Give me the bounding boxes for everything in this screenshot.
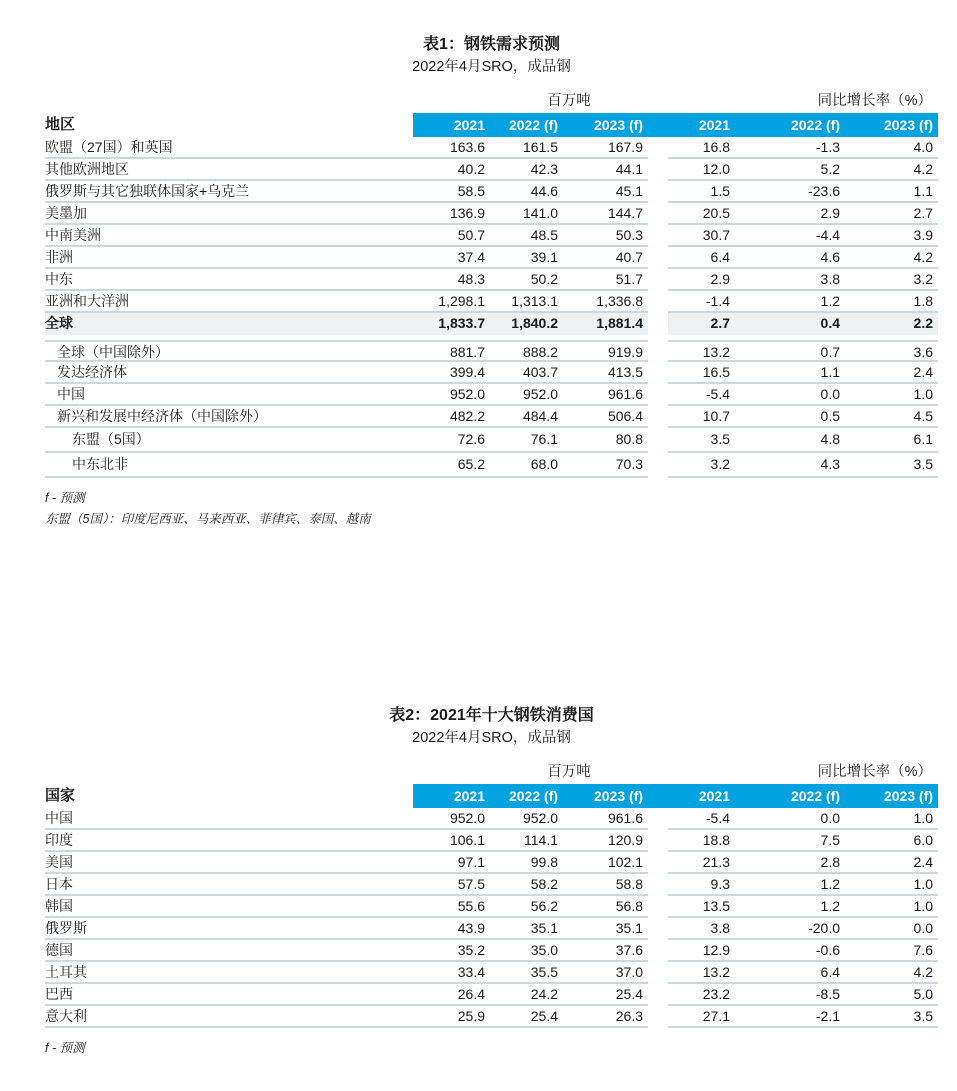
value-cell: 0.0 — [735, 384, 845, 406]
value-cell: 6.0 — [845, 830, 938, 852]
table-row — [45, 137, 938, 159]
value-cell: 0.4 — [735, 313, 845, 335]
table-row — [45, 962, 938, 984]
value-cell: 1.0 — [845, 874, 938, 896]
table2-unit-yoy-growth: 同比增长率（%） — [817, 764, 932, 780]
column-gap — [648, 852, 668, 874]
value-cell: 2.4 — [845, 362, 938, 384]
column-gap — [648, 453, 668, 478]
value-cell: 55.6 — [413, 896, 490, 918]
value-cell: 97.1 — [413, 852, 490, 874]
value-cell: 20.5 — [668, 203, 735, 225]
value-cell: 6.4 — [668, 247, 735, 269]
value-cell: 50.3 — [563, 225, 648, 247]
value-cell: 40.7 — [563, 247, 648, 269]
value-cell: 37.4 — [413, 247, 490, 269]
year-column-header: 2023 (f) — [563, 113, 648, 137]
value-cell: -0.6 — [735, 940, 845, 962]
row-label: 印度 — [45, 830, 413, 852]
value-cell: 3.5 — [845, 1006, 938, 1028]
value-cell: 42.3 — [490, 159, 563, 181]
value-cell: 26.3 — [563, 1006, 648, 1028]
value-cell: 35.1 — [490, 918, 563, 940]
column-gap — [648, 384, 668, 406]
value-cell: 167.9 — [563, 137, 648, 159]
table1-row-header: 地区 — [45, 113, 413, 137]
value-cell: 7.5 — [735, 830, 845, 852]
value-cell: 1.2 — [735, 874, 845, 896]
value-cell: 484.4 — [490, 406, 563, 428]
table1-body-breakdown — [45, 340, 938, 478]
column-gap — [648, 896, 668, 918]
column-gap — [648, 159, 668, 181]
value-cell: 961.6 — [563, 384, 648, 406]
value-cell: 3.2 — [668, 453, 735, 478]
table-row — [45, 874, 938, 896]
table-row — [45, 896, 938, 918]
table-row — [45, 203, 938, 225]
header-column-gap — [648, 784, 668, 808]
year-column-header: 2023 (f) — [845, 784, 938, 808]
row-label: 中东北非 — [45, 453, 413, 478]
value-cell: 506.4 — [563, 406, 648, 428]
value-cell: 2.7 — [845, 203, 938, 225]
row-label: 中国 — [45, 384, 413, 406]
value-cell: 2.9 — [668, 269, 735, 291]
value-cell: 3.8 — [735, 269, 845, 291]
value-cell: -1.3 — [735, 137, 845, 159]
table-row — [45, 159, 938, 181]
value-cell: 72.6 — [413, 428, 490, 453]
table-row — [45, 406, 938, 428]
value-cell: 5.0 — [845, 984, 938, 1006]
value-cell: 136.9 — [413, 203, 490, 225]
value-cell: 919.9 — [563, 340, 648, 362]
column-gap — [648, 940, 668, 962]
value-cell: 1,840.2 — [490, 313, 563, 335]
year-column-header: 2022 (f) — [735, 113, 845, 137]
value-cell: 952.0 — [413, 384, 490, 406]
value-cell: 4.2 — [845, 247, 938, 269]
value-cell: 50.7 — [413, 225, 490, 247]
table1-title: 表1：钢铁需求预测 — [423, 36, 560, 53]
table2-subtitle: 2022年4月SRO，成品钢 — [412, 730, 571, 746]
value-cell: -8.5 — [735, 984, 845, 1006]
value-cell: 4.8 — [735, 428, 845, 453]
table-row — [45, 313, 938, 335]
table1-unit-yoy-growth: 同比增长率（%） — [817, 93, 932, 109]
value-cell: 1.8 — [845, 291, 938, 313]
value-cell: -20.0 — [735, 918, 845, 940]
value-cell: -5.4 — [668, 384, 735, 406]
column-gap — [648, 362, 668, 384]
value-cell: 68.0 — [490, 453, 563, 478]
value-cell: 0.7 — [735, 340, 845, 362]
row-label: 美国 — [45, 852, 413, 874]
value-cell: 1,881.4 — [563, 313, 648, 335]
row-label: 土耳其 — [45, 962, 413, 984]
value-cell: 39.1 — [490, 247, 563, 269]
column-gap — [648, 874, 668, 896]
value-cell: 403.7 — [490, 362, 563, 384]
value-cell: 1,336.8 — [563, 291, 648, 313]
value-cell: 2.4 — [845, 852, 938, 874]
value-cell: 24.2 — [490, 984, 563, 1006]
value-cell: 6.4 — [735, 962, 845, 984]
value-cell: 80.8 — [563, 428, 648, 453]
value-cell: 114.1 — [490, 830, 563, 852]
value-cell: 35.5 — [490, 962, 563, 984]
row-label: 俄罗斯 — [45, 918, 413, 940]
value-cell: 413.5 — [563, 362, 648, 384]
value-cell: 35.0 — [490, 940, 563, 962]
table1-block — [45, 0, 938, 530]
value-cell: 76.1 — [490, 428, 563, 453]
value-cell: 2.9 — [735, 203, 845, 225]
value-cell: 3.9 — [845, 225, 938, 247]
table2-block — [45, 705, 938, 1059]
table2-footnotes — [45, 1038, 938, 1059]
year-column-header: 2021 — [413, 784, 490, 808]
value-cell: 35.2 — [413, 940, 490, 962]
table-row — [45, 291, 938, 313]
column-gap — [648, 984, 668, 1006]
footnote-forecast: f - 预测 — [45, 1041, 85, 1055]
value-cell: 44.6 — [490, 181, 563, 203]
row-label: 俄罗斯与其它独联体国家+乌克兰 — [45, 181, 413, 203]
table2-title: 表2：2021年十大钢铁消费国 — [389, 707, 594, 724]
value-cell: 16.8 — [668, 137, 735, 159]
table1-header-row — [45, 113, 938, 137]
value-cell: -1.4 — [668, 291, 735, 313]
table-row — [45, 830, 938, 852]
column-gap — [648, 181, 668, 203]
table-row — [45, 918, 938, 940]
value-cell: 30.7 — [668, 225, 735, 247]
value-cell: 44.1 — [563, 159, 648, 181]
value-cell: 56.8 — [563, 896, 648, 918]
value-cell: 952.0 — [490, 384, 563, 406]
table-row — [45, 362, 938, 384]
value-cell: 106.1 — [413, 830, 490, 852]
year-column-header: 2023 (f) — [845, 113, 938, 137]
value-cell: 25.4 — [490, 1006, 563, 1028]
row-label: 意大利 — [45, 1006, 413, 1028]
value-cell: 1.2 — [735, 896, 845, 918]
value-cell: 1.1 — [735, 362, 845, 384]
page-content — [45, 0, 938, 1059]
value-cell: 9.3 — [668, 874, 735, 896]
table-row — [45, 808, 938, 830]
row-label: 巴西 — [45, 984, 413, 1006]
column-gap — [648, 313, 668, 335]
row-label: 全球 — [45, 313, 413, 335]
value-cell: 27.1 — [668, 1006, 735, 1028]
column-gap — [648, 428, 668, 453]
row-label: 韩国 — [45, 896, 413, 918]
value-cell: -4.4 — [735, 225, 845, 247]
value-cell: 12.0 — [668, 159, 735, 181]
column-gap — [648, 962, 668, 984]
value-cell: 51.7 — [563, 269, 648, 291]
column-gap — [648, 808, 668, 830]
value-cell: 10.7 — [668, 406, 735, 428]
value-cell: 961.6 — [563, 808, 648, 830]
value-cell: 7.6 — [845, 940, 938, 962]
year-column-header: 2021 — [413, 113, 490, 137]
column-gap — [648, 247, 668, 269]
value-cell: 4.2 — [845, 962, 938, 984]
row-label: 中东 — [45, 269, 413, 291]
value-cell: 25.4 — [563, 984, 648, 1006]
value-cell: 2.2 — [845, 313, 938, 335]
value-cell: 58.2 — [490, 874, 563, 896]
row-label: 发达经济体 — [45, 362, 413, 384]
value-cell: 48.3 — [413, 269, 490, 291]
value-cell: 952.0 — [490, 808, 563, 830]
value-cell: 163.6 — [413, 137, 490, 159]
value-cell: 37.0 — [563, 962, 648, 984]
value-cell: 2.7 — [668, 313, 735, 335]
value-cell: 25.9 — [413, 1006, 490, 1028]
value-cell: 4.0 — [845, 137, 938, 159]
table2-body — [45, 808, 938, 1028]
value-cell: 70.3 — [563, 453, 648, 478]
value-cell: 1.0 — [845, 384, 938, 406]
value-cell: 482.2 — [413, 406, 490, 428]
value-cell: 1.2 — [735, 291, 845, 313]
table-row — [45, 384, 938, 406]
row-label: 中南美洲 — [45, 225, 413, 247]
value-cell: 56.2 — [490, 896, 563, 918]
value-cell: 12.9 — [668, 940, 735, 962]
value-cell: 1,833.7 — [413, 313, 490, 335]
value-cell: 45.1 — [563, 181, 648, 203]
column-gap — [648, 137, 668, 159]
value-cell: 37.6 — [563, 940, 648, 962]
value-cell: 952.0 — [413, 808, 490, 830]
column-gap — [648, 225, 668, 247]
column-gap — [648, 291, 668, 313]
value-cell: 4.5 — [845, 406, 938, 428]
row-label: 非洲 — [45, 247, 413, 269]
table-row — [45, 984, 938, 1006]
value-cell: 1,313.1 — [490, 291, 563, 313]
row-label: 德国 — [45, 940, 413, 962]
value-cell: 144.7 — [563, 203, 648, 225]
table-row — [45, 247, 938, 269]
value-cell: 1.5 — [668, 181, 735, 203]
year-column-header: 2022 (f) — [490, 784, 563, 808]
table1-subtitle: 2022年4月SRO，成品钢 — [412, 59, 571, 75]
value-cell: 0.0 — [735, 808, 845, 830]
table-row — [45, 269, 938, 291]
value-cell: 21.3 — [668, 852, 735, 874]
value-cell: 35.1 — [563, 918, 648, 940]
row-label: 美墨加 — [45, 203, 413, 225]
value-cell: 99.8 — [490, 852, 563, 874]
year-column-header: 2022 (f) — [735, 784, 845, 808]
value-cell: 65.2 — [413, 453, 490, 478]
value-cell: 23.2 — [668, 984, 735, 1006]
value-cell: 3.5 — [668, 428, 735, 453]
table2-header-row — [45, 784, 938, 808]
table-row — [45, 428, 938, 453]
value-cell: 4.2 — [845, 159, 938, 181]
table-row — [45, 340, 938, 362]
table2-unit-row — [45, 762, 938, 782]
table-row — [45, 1006, 938, 1028]
value-cell: 50.2 — [490, 269, 563, 291]
row-label: 东盟（5国） — [45, 428, 413, 453]
year-column-header: 2022 (f) — [490, 113, 563, 137]
value-cell: 161.5 — [490, 137, 563, 159]
value-cell: 58.8 — [563, 874, 648, 896]
value-cell: 13.5 — [668, 896, 735, 918]
table-row — [45, 225, 938, 247]
row-label: 其他欧洲地区 — [45, 159, 413, 181]
table2-row-header: 国家 — [45, 784, 413, 808]
table-row — [45, 940, 938, 962]
row-label: 全球（中国除外） — [45, 340, 413, 362]
value-cell: 399.4 — [413, 362, 490, 384]
value-cell: 33.4 — [413, 962, 490, 984]
column-gap — [648, 830, 668, 852]
value-cell: 120.9 — [563, 830, 648, 852]
value-cell: 48.5 — [490, 225, 563, 247]
header-column-gap — [648, 113, 668, 137]
row-label: 欧盟（27国）和英国 — [45, 137, 413, 159]
table-row — [45, 181, 938, 203]
row-label: 日本 — [45, 874, 413, 896]
value-cell: 3.8 — [668, 918, 735, 940]
value-cell: 5.2 — [735, 159, 845, 181]
column-gap — [648, 203, 668, 225]
year-column-header: 2021 — [668, 784, 735, 808]
value-cell: 1,298.1 — [413, 291, 490, 313]
year-column-header: 2021 — [668, 113, 735, 137]
column-gap — [648, 918, 668, 940]
value-cell: 3.6 — [845, 340, 938, 362]
value-cell: 13.2 — [668, 962, 735, 984]
column-gap — [648, 340, 668, 362]
value-cell: -23.6 — [735, 181, 845, 203]
value-cell: 2.8 — [735, 852, 845, 874]
value-cell: 58.5 — [413, 181, 490, 203]
value-cell: 102.1 — [563, 852, 648, 874]
value-cell: 43.9 — [413, 918, 490, 940]
footnote-forecast: f - 预测 — [45, 491, 85, 505]
footnote-asean: 东盟（5国）：印度尼西亚、马来西亚、菲律宾、泰国、越南 — [45, 512, 371, 526]
value-cell: 4.3 — [735, 453, 845, 478]
row-label: 亚洲和大洋洲 — [45, 291, 413, 313]
value-cell: 141.0 — [490, 203, 563, 225]
value-cell: 26.4 — [413, 984, 490, 1006]
value-cell: 1.0 — [845, 808, 938, 830]
value-cell: 3.2 — [845, 269, 938, 291]
value-cell: 0.5 — [735, 406, 845, 428]
value-cell: 3.5 — [845, 453, 938, 478]
value-cell: 6.1 — [845, 428, 938, 453]
value-cell: 40.2 — [413, 159, 490, 181]
value-cell: 881.7 — [413, 340, 490, 362]
table2-unit-million-tonnes: 百万吨 — [547, 764, 591, 780]
value-cell: 57.5 — [413, 874, 490, 896]
value-cell: 0.0 — [845, 918, 938, 940]
year-column-header: 2023 (f) — [563, 784, 648, 808]
column-gap — [648, 1006, 668, 1028]
table1-unit-row — [45, 91, 938, 111]
value-cell: 16.5 — [668, 362, 735, 384]
value-cell: -2.1 — [735, 1006, 845, 1028]
value-cell: 13.2 — [668, 340, 735, 362]
table-row — [45, 453, 938, 478]
row-label: 新兴和发展中经济体（中国除外） — [45, 406, 413, 428]
value-cell: 18.8 — [668, 830, 735, 852]
value-cell: -5.4 — [668, 808, 735, 830]
table-row — [45, 852, 938, 874]
value-cell: 1.0 — [845, 896, 938, 918]
value-cell: 4.6 — [735, 247, 845, 269]
value-cell: 888.2 — [490, 340, 563, 362]
row-label: 中国 — [45, 808, 413, 830]
value-cell: 1.1 — [845, 181, 938, 203]
column-gap — [648, 269, 668, 291]
column-gap — [648, 406, 668, 428]
table1-footnotes — [45, 488, 938, 530]
table1-body-main — [45, 137, 938, 335]
table1-unit-million-tonnes: 百万吨 — [547, 93, 591, 109]
